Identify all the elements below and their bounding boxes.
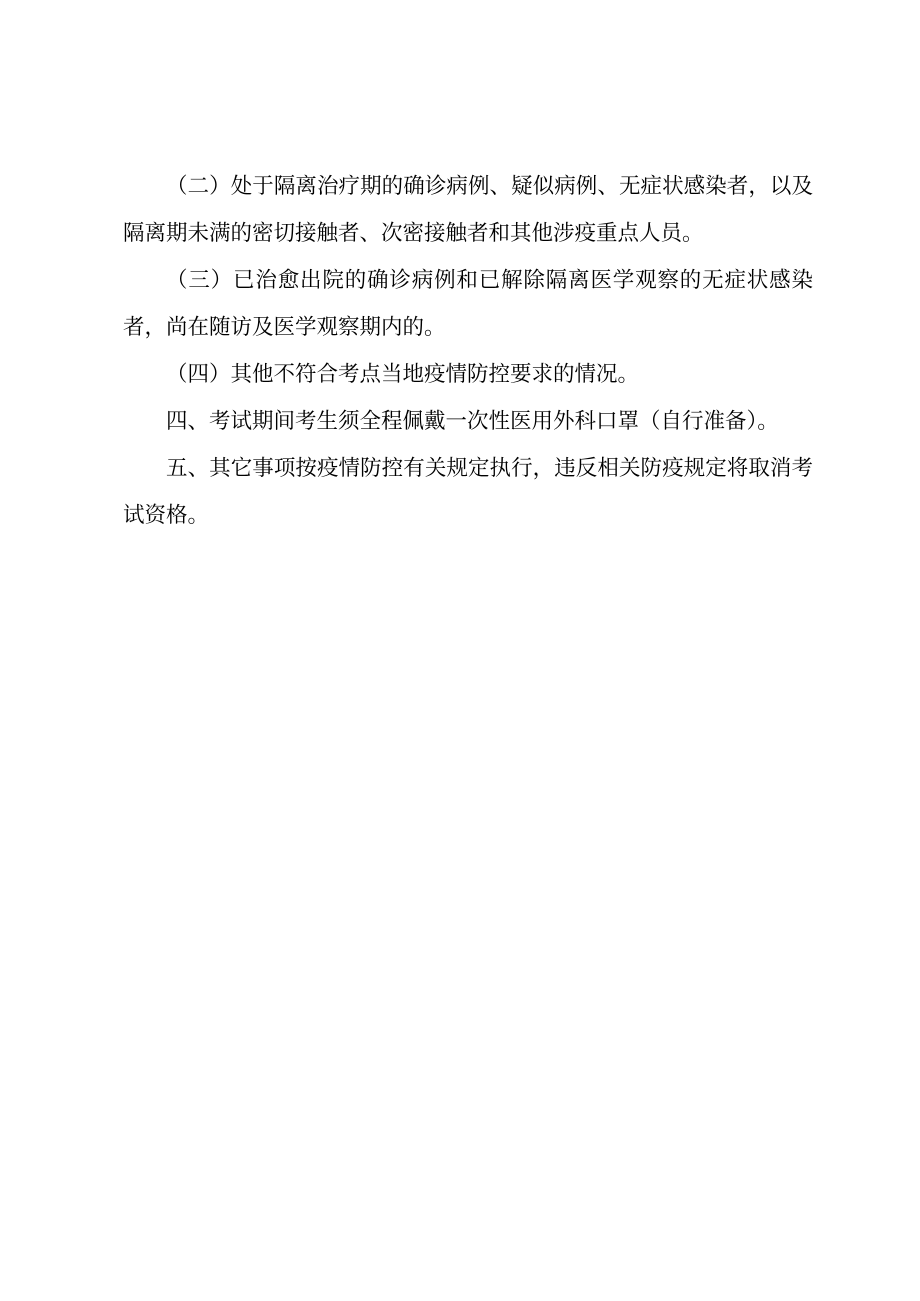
paragraph-section-4: 四、考试期间考生须全程佩戴一次性医用外科口罩（自行准备）。 [166, 409, 779, 434]
paragraph-item-2: （二）处于隔离治疗期的确诊病例、疑似病例、无症状感染者，以及隔离期未满的密切接触者、次密接触者和其他涉疫重点人员。 [123, 174, 813, 246]
paragraph-item-3: （三）已治愈出院的确诊病例和已解除隔离医学观察的无症状感染者，尚在随访及医学观察期内的。 [123, 268, 813, 340]
paragraph-section-5: 五、其它事项按疫情防控有关规定执行，违反相关防疫规定将取消考试资格。 [123, 456, 813, 528]
document-body [123, 163, 813, 539]
paragraph-item-4: （四）其他不符合考点当地疫情防控要求的情况。 [166, 362, 640, 387]
